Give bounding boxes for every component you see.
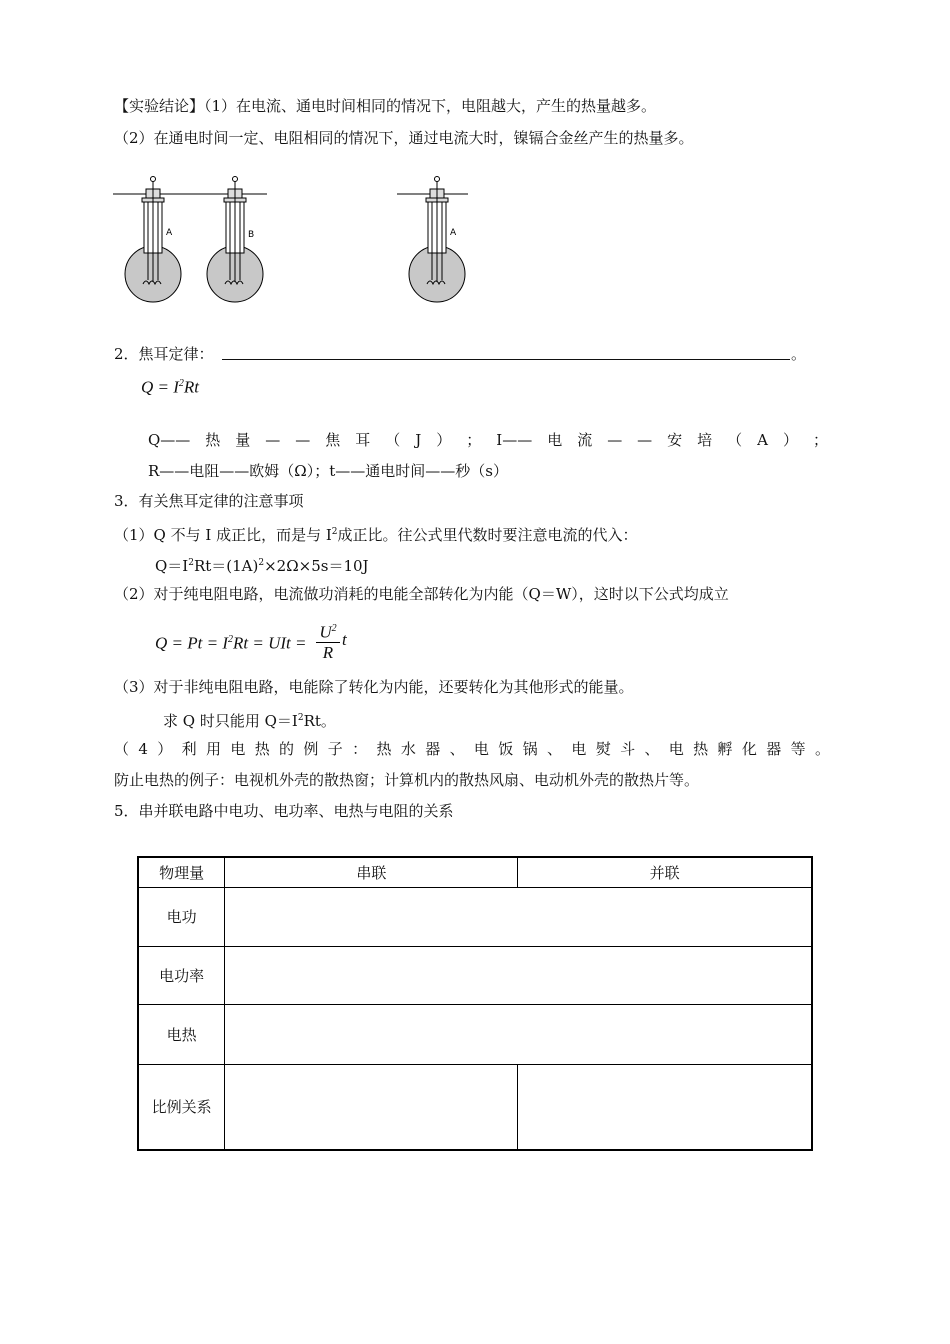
formula-2-fraction: $U^2$ R [316, 620, 340, 663]
row-label-ratio: 比例关系 [138, 1064, 225, 1150]
apparatus-figure [110, 172, 490, 312]
power-answer-cell[interactable] [225, 946, 812, 1004]
formula-2: $Q = Pt = I^2Rt$ = UIt = [155, 633, 307, 653]
work-answer-cell[interactable] [225, 887, 812, 946]
table-row [138, 946, 812, 1004]
table-row [138, 1064, 812, 1150]
section-5-heading: 5．串并联电路中电功、电功率、电热与电阻的关系 [114, 802, 454, 820]
joule-formula: $Q = I^2Rt$ [141, 377, 200, 397]
row-label-heat: 电热 [138, 1004, 225, 1064]
note-3: （3）对于非纯电阻电路，电能除了转化为内能，还要转化为其他形式的能量。 [114, 678, 634, 696]
flask-label: B [248, 230, 255, 240]
notes-heading: 3．有关焦耳定律的注意事项 [114, 492, 304, 510]
conclusion-1: 【实验结论】（1）在电流、通电时间相同的情况下，电阻越大，产生的热量越多。 [114, 97, 657, 115]
ratio-parallel-cell[interactable] [518, 1064, 812, 1150]
note-4-row-2: 防止电热的例子：电视机外壳的散热窗；计算机内的散热风扇、电动机外壳的散热片等。 [114, 771, 700, 789]
flask-a-right [409, 177, 465, 303]
flask-b [207, 177, 263, 303]
flask-a-left [125, 177, 181, 303]
joule-law-label: 2．焦耳定律： [114, 345, 214, 363]
table-row [138, 887, 812, 946]
row-label-power: 电功率 [138, 946, 225, 1004]
header-parallel: 并联 [518, 857, 812, 887]
joule-law-blank[interactable] [222, 359, 790, 360]
note-4-row-1: （ 4 ） 利 用 电 热 的 例 子 ： 热 水 器 、 电 饭 锅 、 电 熨 斗 、 电 热 孵 化 器 等 。 [114, 740, 830, 758]
relationship-table [137, 856, 813, 1151]
conclusion-2: （2）在通电时间一定、电阻相同的情况下，通过电流大时，镍镉合金丝产生的热量多。 [114, 129, 694, 147]
header-series: 串联 [225, 857, 518, 887]
flask-label: A [166, 228, 173, 238]
units-row-2: R——电阻——欧姆（Ω）；t——通电时间——秒（s） [148, 462, 508, 480]
formula-2-tail: t [342, 630, 347, 649]
note-2: （2）对于纯电阻电路，电流做功消耗的电能全部转化为内能（Q＝W），这时以下公式均成立 [114, 585, 729, 603]
flask-label: A [450, 228, 457, 238]
note-1: （1）Q 不与 I 成正比，而是与 $I^2$成正比。往公式里代数时要注意电流的代入： [114, 526, 638, 544]
note-1-calc: $Q=I^2Rt=(1A)^2\times 2\Omega\times 5s=10J$ [155, 557, 369, 575]
row-label-work: 电功 [138, 887, 225, 946]
ratio-series-cell[interactable] [225, 1064, 518, 1150]
table-row [138, 1004, 812, 1064]
units-row-1: Q—— 热 量 — — 焦 耳 （ J ） ； I—— 电 流 — — 安 培 （ A ） ； [148, 431, 828, 449]
heat-answer-cell[interactable] [225, 1004, 812, 1064]
header-quantity: 物理量 [138, 857, 225, 887]
joule-law-end: 。 [791, 345, 807, 363]
note-3b: 求 Q 时只能用 $Q=I^2Rt$。 [163, 712, 336, 730]
table-header-row [138, 857, 812, 887]
